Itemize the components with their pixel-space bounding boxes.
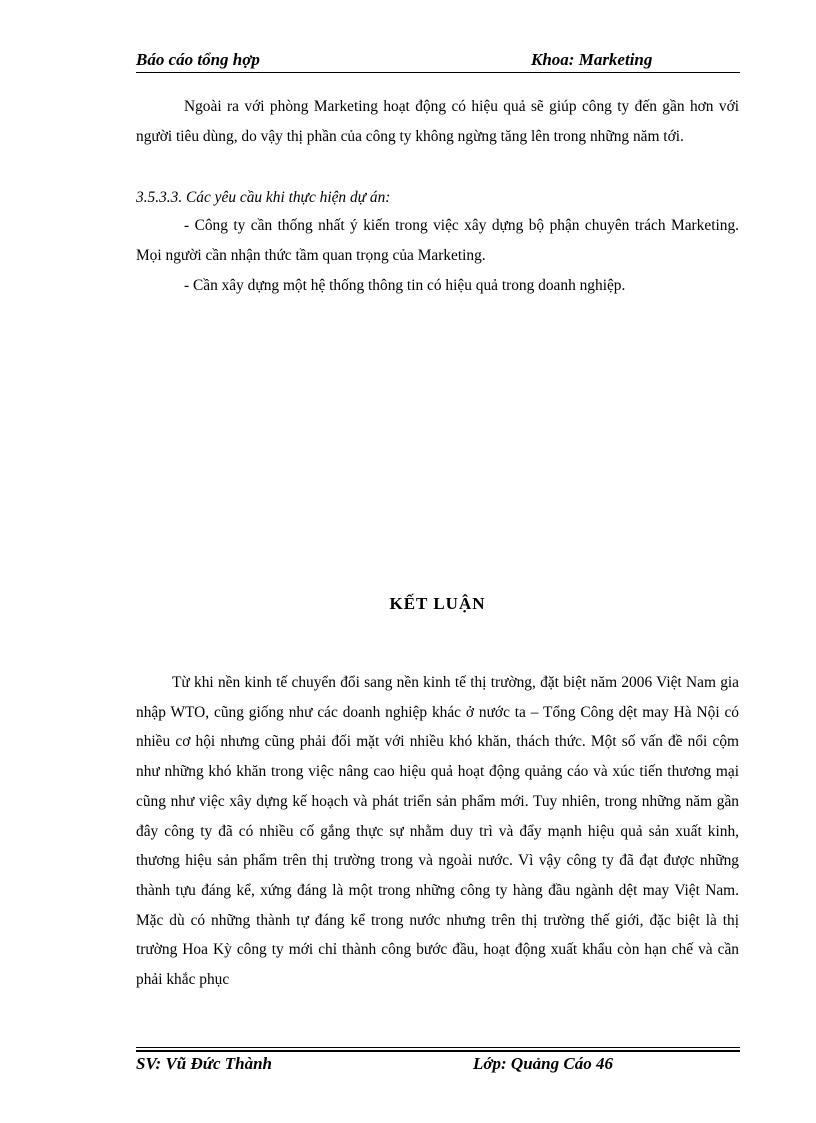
header-report-title: Báo cáo tổng hợp bbox=[136, 50, 260, 69]
footer-student-name: SV: Vũ Đức Thành bbox=[136, 1054, 272, 1073]
conclusion-title: KẾT LUẬN bbox=[389, 594, 486, 613]
footer-class-name: Lớp: Quảng Cáo 46 bbox=[473, 1054, 613, 1073]
conclusion-paragraph: Từ khi nền kinh tế chuyển đổi sang nền kinh tế thị trường, đặt biệt năm 2006 Việt Nam gia nhập WTO, cũng giống như các doanh nghiệp khác ở nước ta – Tổng Công dệt may Hà Nội có nhiều cơ hội nhưng cũng phải đối mặt với nhiều khó khăn, thách thức. Một số vấn đề nổi cộm như những khó khăn trong việc nâng cao hiệu quả hoạt động quảng cáo và xúc tiến thương mại cũng như việc xây dựng kế hoạch và phát triển sản phẩm mới. Tuy nhiên, trong những năm gần đây công ty đã có nhiều cố gắng thực sự nhằm duy trì và đẩy mạnh hiệu quả sản xuất kinh, thương hiệu sản phẩm trên thị trường trong và ngoài nước. Vì vậy công ty đã đạt được những thành tựu đáng kể, xứng đáng là một trong những công ty hàng đầu ngành dệt may Việt Nam. Mặc dù có những thành tự đáng kể trong nước nhưng trên thị trường thế giới, đặc biệt là thị trường Hoa Kỳ công ty mới chỉ thành công bước đầu, hoạt động xuất khẩu còn hạn chế và cần phải khắc phục bbox=[136, 674, 739, 989]
section-subheading: 3.5.3.3. Các yêu cầu khi thực hiện dự án: bbox=[136, 189, 391, 206]
body-paragraph-3: - Cần xây dựng một hệ thống thông tin có hiệu quả trong doanh nghiệp. bbox=[184, 277, 626, 294]
footer-rule-thin bbox=[136, 1047, 740, 1048]
page-footer bbox=[136, 1054, 740, 1076]
footer-rule-thick bbox=[136, 1050, 740, 1052]
body-paragraph-1: Ngoài ra với phòng Marketing hoạt động có hiệu quả sẽ giúp công ty đến gần hơn với người tiêu dùng, do vậy thị phần của công ty không ngừng tăng lên trong những năm tới. bbox=[136, 98, 739, 145]
body-paragraph-2: - Công ty cần thống nhất ý kiến trong việc xây dựng bộ phận chuyên trách Marketing. Mọi người cần nhận thức tầm quan trọng của Marketing. bbox=[136, 217, 739, 264]
page-header bbox=[136, 50, 740, 73]
header-faculty: Khoa: Marketing bbox=[531, 50, 653, 69]
